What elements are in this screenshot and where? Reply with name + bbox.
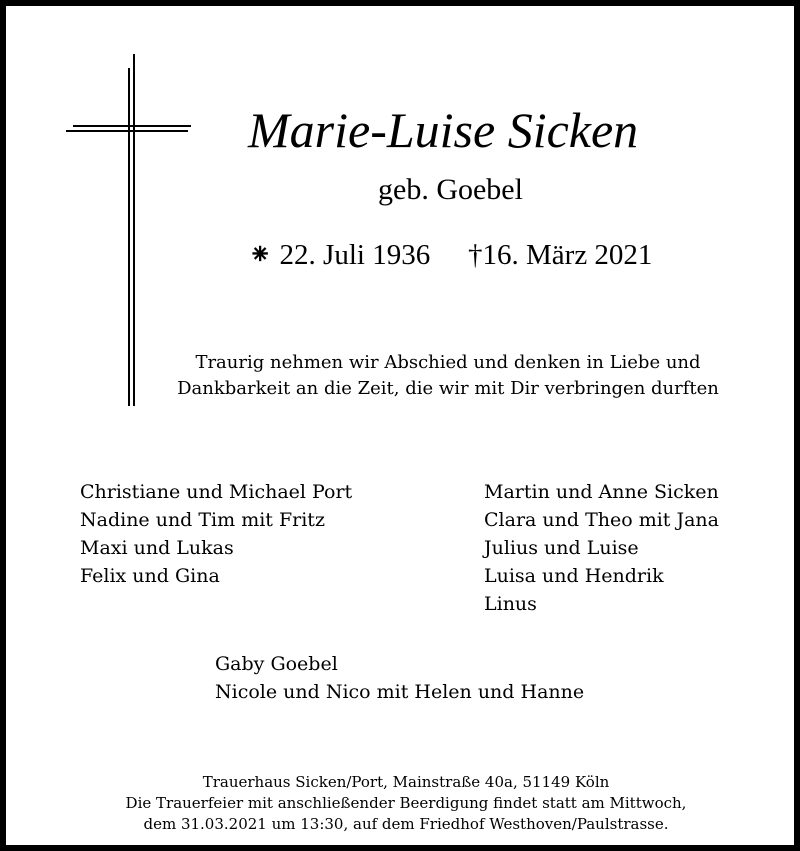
family-member: Nicole und Nico mit Helen und Hanne (215, 681, 585, 703)
family-member: Linus (484, 593, 537, 615)
family-list-bottom (215, 650, 584, 706)
deceased-name: Marie-Luise Sicken (248, 102, 639, 158)
footer-line: Die Trauerfeier mit anschließender Beerdigung findet statt am Mittwoch, (125, 794, 687, 812)
birth-date: ⁕ 22. Juli 1936 (248, 239, 431, 271)
maiden-name: geb. Goebel (378, 173, 523, 206)
family-list-left (80, 478, 352, 590)
footer-line: Trauerhaus Sicken/Port, Mainstraße 40a, 51149 Köln (202, 773, 610, 791)
family-member: Felix und Gina (80, 565, 220, 587)
family-member: Christiane und Michael Port (80, 481, 353, 503)
family-member: Martin und Anne Sicken (484, 481, 719, 503)
quote-line: Traurig nehmen wir Abschied und denken in Liebe und (195, 352, 701, 373)
family-member: Maxi und Lukas (80, 537, 234, 559)
family-member: Nadine und Tim mit Fritz (80, 509, 325, 531)
quote-line: Dankbarkeit an die Zeit, die wir mit Dir verbringen durften (177, 378, 719, 399)
family-member: Julius und Luise (484, 537, 639, 559)
death-date: †16. März 2021 (468, 239, 653, 271)
family-list-right (484, 478, 719, 618)
funeral-details (106, 772, 706, 835)
family-member: Clara und Theo mit Jana (484, 509, 719, 531)
family-member: Gaby Goebel (215, 653, 338, 675)
quote (156, 350, 740, 402)
family-member: Luisa und Hendrik (484, 565, 664, 587)
footer-line: dem 31.03.2021 um 13:30, auf dem Friedhof Westhoven/Paulstrasse. (143, 815, 669, 833)
